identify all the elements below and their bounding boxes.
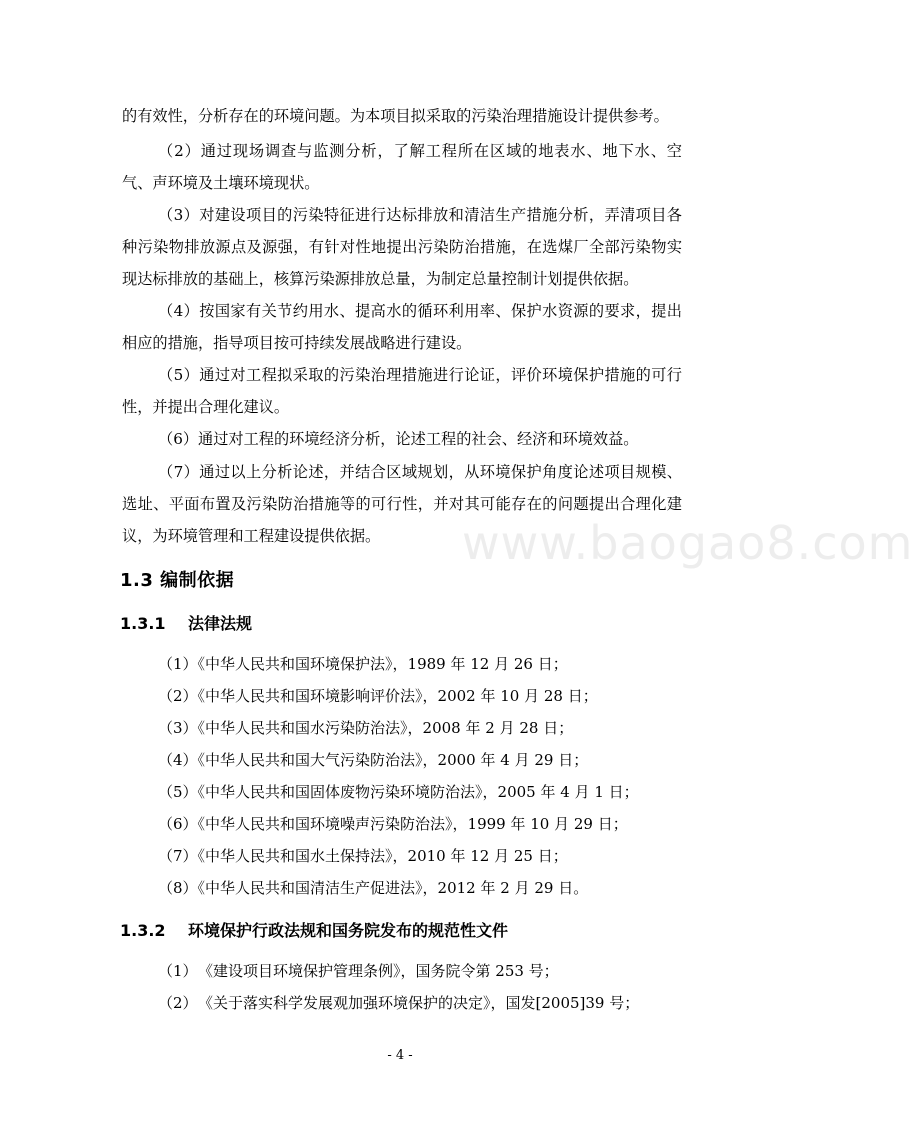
subsection-number: 1.3.2 (120, 921, 166, 940)
list-item (158, 993, 639, 1013)
list-item-number: （2） (158, 994, 198, 1012)
paragraph-item-5: （5）通过对工程拟采取的污染治理措施进行论证，评价环境保护措施的可行性，并提出合理化建议。 (122, 366, 682, 416)
subsection-heading-regulations (120, 918, 508, 941)
list-item: （5）《中华人民共和国固体废物污染环境防治法》，2005 年 4 月 1 日； (158, 783, 639, 801)
subsection-heading-laws (120, 611, 252, 634)
list-item-number: （1） (158, 962, 198, 980)
list-item: （4）《中华人民共和国大气污染防治法》，2000 年 4 月 29 日； (158, 751, 589, 769)
section-heading: 1.3 编制依据 (120, 570, 235, 591)
subsection-title: 法律法规 (188, 614, 253, 633)
list-item (158, 961, 559, 981)
list-item-text: 《建设项目环境保护管理条例》，国务院令第 253 号； (198, 962, 559, 980)
paragraph-item-7: （7）通过以上分析论述，并结合区域规划，从环境保护角度论述项目规模、选址、平面布置及污染防治措施等的可行性，并对其可能存在的问题提出合理化建议，为环境管理和工程建设提供依据。 (122, 463, 682, 545)
list-item-text: 《关于落实科学发展观加强环境保护的决定》，国发[2005]39 号； (198, 994, 640, 1012)
paragraph-item-3: （3）对建设项目的污染特征进行达标排放和清洁生产措施分析，弄清项目各种污染物排放源点及源强，有针对性地提出污染防治措施，在选煤厂全部污染物实现达标排放的基础上，核算污染源排放总量，为制定总量控制计划提供依据。 (122, 206, 682, 288)
list-item: （8）《中华人民共和国清洁生产促进法》，2012 年 2 月 29 日。 (158, 879, 589, 897)
list-item: （1）《中华人民共和国环境保护法》，1989 年 12 月 26 日； (158, 655, 568, 673)
list-item: （6）《中华人民共和国环境噪声污染防治法》，1999 年 10 月 29 日； (158, 815, 628, 833)
subsection-number: 1.3.1 (120, 614, 166, 633)
paragraph-item-6: （6）通过对工程的环境经济分析，论述工程的社会、经济和环境效益。 (158, 430, 639, 448)
page-number: - 4 - (387, 1048, 413, 1063)
paragraph-continuation: 的有效性，分析存在的环境问题。为本项目拟采取的污染治理措施设计提供参考。 (122, 107, 669, 125)
list-item: （3）《中华人民共和国水污染防治法》，2008 年 2 月 28 日； (158, 719, 574, 737)
list-item: （7）《中华人民共和国水土保持法》，2010 年 12 月 25 日； (158, 847, 568, 865)
paragraph-item-4: （4）按国家有关节约用水、提高水的循环利用率、保护水资源的要求，提出相应的措施，指导项目按可持续发展战略进行建设。 (122, 302, 682, 352)
watermark: www.baogao8.com (462, 516, 913, 570)
list-item: （2）《中华人民共和国环境影响评价法》，2002 年 10 月 28 日； (158, 687, 598, 705)
subsection-title: 环境保护行政法规和国务院发布的规范性文件 (188, 921, 509, 940)
paragraph-item-2: （2）通过现场调查与监测分析，了解工程所在区域的地表水、地下水、空气、声环境及土壤环境现状。 (122, 142, 682, 192)
